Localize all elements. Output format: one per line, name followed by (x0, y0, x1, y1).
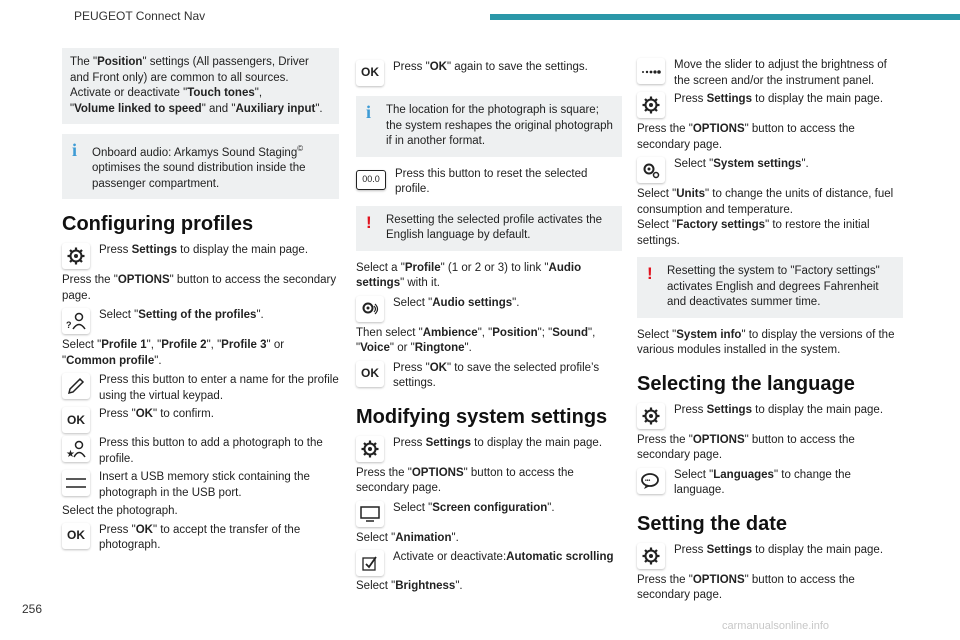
instruction-row: ? Select "Setting of the profiles". (62, 308, 339, 334)
checkbox-icon (356, 550, 384, 576)
instruction-row: Select "Audio settings". (356, 296, 622, 322)
column-1 (62, 40, 339, 557)
profile-settings-icon (62, 308, 90, 334)
paragraph: Press the "OPTIONS" button to access the secondary page. (637, 123, 855, 151)
column-2 (356, 40, 622, 595)
usb-icon (62, 470, 90, 496)
gear-icon (637, 403, 665, 429)
instruction-row: Press Settings to display the main page. (637, 92, 903, 118)
section-heading: Selecting the language (637, 372, 855, 395)
gear-icon (356, 436, 384, 462)
box-paragraph: Activate or deactivate "Touch tones", (70, 87, 263, 99)
paragraph: Select "Brightness". (356, 580, 463, 592)
audio-settings-box (62, 48, 339, 124)
info-note: i Onboard audio: Arkamys Sound Staging© optimises the sound distribution inside the passenger compartment. (62, 134, 339, 199)
instruction-row: Activate or deactivate:Automatic scrolling (356, 550, 622, 576)
info-icon: i (72, 140, 78, 160)
language-icon (637, 468, 665, 494)
info-note: i The location for the photograph is square; the system reshapes the original photograph if in another format. (356, 96, 622, 157)
paragraph: Press the "OPTIONS" button to access the secondary page. (62, 274, 337, 302)
instruction-row: Press Settings to display the main page. (356, 436, 622, 462)
watermark: carmanualsonline.info (722, 620, 830, 632)
paragraph: Then select "Ambience", "Position"; "Sound", "Voice" or "Ringtone". (356, 326, 596, 354)
warning-note: ! Resetting the selected profile activates the English language by default. (356, 206, 622, 251)
system-settings-icon (637, 157, 665, 183)
reset-profile-icon: 00.0 (356, 170, 386, 190)
instruction-row: OK Press "OK" to accept the transfer of the photograph. (62, 523, 339, 554)
pencil-icon (62, 373, 90, 399)
paragraph: Press the "OPTIONS" button to access the secondary page. (637, 573, 855, 601)
gear-icon (637, 543, 665, 569)
warning-note: ! Resetting the system to "Factory settings" activates English and degrees Fahrenheit and deactivates summer time. (637, 257, 903, 318)
instruction-row: OK Press "OK" to save the selected profile’s settings. (356, 361, 622, 392)
instruction-row: OK Press "OK" to confirm. (62, 407, 339, 433)
instruction-row: Move the slider to adjust the brightness of the screen and/or the instrument panel. (637, 58, 903, 89)
paragraph: Select "Animation". (356, 531, 459, 544)
paragraph: Press the "OPTIONS" button to access the secondary page. (637, 433, 855, 461)
page-number: 256 (22, 602, 43, 616)
instruction-row: ••• Select "Languages" to change the language. (637, 468, 903, 499)
section-heading: Modifying system settings (356, 405, 608, 428)
ok-icon: OK (356, 361, 384, 387)
screen-icon (356, 501, 384, 527)
audio-settings-icon (356, 296, 384, 322)
section-heading: Configuring profiles (62, 213, 254, 236)
paragraph: Select a "Profile" (1 or 2 or 3) to link "Audio settings" with it. (356, 261, 582, 289)
instruction-row: Press this button to enter a name for the profile using the virtual keypad. (62, 373, 339, 404)
box-paragraph: "Volume linked to speed" and "Auxiliary input". (70, 102, 323, 115)
info-icon: i (366, 102, 372, 122)
svg-text:★: ★ (66, 449, 75, 459)
ok-icon: OK (62, 523, 90, 549)
instruction-row: Select "System settings". (637, 157, 903, 183)
box-paragraph: The "Position" settings (All passengers, Driver and Front only) are common to all sources. (70, 56, 309, 84)
paragraph: Select "Units" to change the units of distance, fuel consumption and temperature. (637, 188, 894, 216)
header-title: PEUGEOT Connect Nav (74, 9, 206, 23)
instruction-row: Select "Screen configuration". (356, 501, 622, 527)
ok-icon: OK (62, 407, 90, 433)
instruction-row: Press Settings to display the main page. (637, 543, 903, 569)
instruction-row: 00.0 Press this button to reset the selected profile. (356, 167, 622, 198)
gear-icon (637, 92, 665, 118)
instruction-row: ★ Press this button to add a photograph to the profile. (62, 436, 339, 467)
slider-icon (637, 58, 665, 84)
paragraph: Press the "OPTIONS" button to access the secondary page. (356, 466, 574, 494)
instruction-row: Insert a USB memory stick containing the photograph in the USB port. (62, 470, 339, 501)
paragraph: Select "Profile 1", "Profile 2", "Profile 3" or "Common profile". (62, 339, 285, 367)
instruction-row: Press Settings to display the main page. (62, 243, 339, 269)
header-accent-bar (490, 14, 960, 20)
gear-icon (62, 243, 90, 269)
paragraph: Select "System info" to display the versions of the various modules installed in the system. (637, 328, 895, 356)
paragraph: Select the photograph. (62, 505, 178, 518)
svg-text:?: ? (66, 320, 72, 331)
column-3 (637, 40, 903, 608)
instruction-row: Press Settings to display the main page. (637, 403, 903, 429)
paragraph: Select "Factory settings" to restore the initial settings. (637, 219, 870, 247)
section-heading: Setting the date (637, 512, 788, 535)
svg-text:•••: ••• (645, 477, 651, 484)
add-photo-icon (62, 436, 90, 462)
warning-icon: ! (647, 264, 653, 283)
ok-icon: OK (356, 60, 384, 86)
instruction-row: OK Press "OK" again to save the settings. (356, 60, 622, 86)
warning-icon: ! (366, 212, 372, 232)
